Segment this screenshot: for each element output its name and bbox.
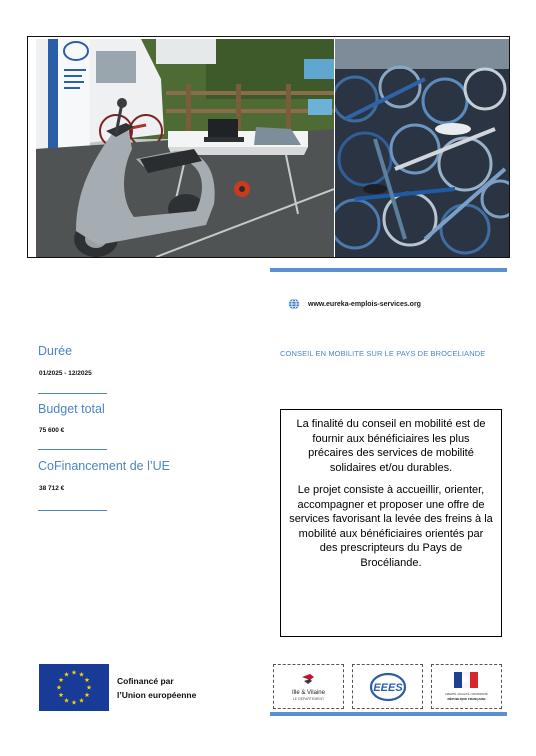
ille-et-vilaine-subtitle: LE DÉPARTEMENT <box>292 696 325 701</box>
ille-et-vilaine-emblem-icon <box>300 673 316 685</box>
budget-value: 75 600 € <box>39 427 65 434</box>
divider <box>38 393 107 394</box>
divider <box>38 510 107 511</box>
eu-cofinanced-caption <box>117 675 196 702</box>
eu-star-icon <box>64 698 69 703</box>
eu-star-icon <box>64 672 69 677</box>
republique-francaise-logo <box>431 664 502 709</box>
republique-motto: LIBERTÉ • ÉGALITÉ • FRATERNITÉ <box>445 693 488 696</box>
eu-star-icon <box>79 698 84 703</box>
divider <box>38 449 107 450</box>
republique-name: RÉPUBLIQUE FRANÇAISE <box>447 697 486 701</box>
eu-cofinancing-label: CoFinancement de l’UE <box>38 459 171 473</box>
eu-star-icon <box>85 692 90 697</box>
eu-caption-line: Cofinancé par <box>117 676 174 686</box>
budget-label: Budget total <box>38 402 105 416</box>
website-link[interactable] <box>288 298 421 310</box>
eu-flag-icon <box>39 664 109 711</box>
duration-value: 01/2025 - 12/2025 <box>39 370 92 377</box>
eu-caption-line: l’Union européenne <box>117 689 197 700</box>
eu-star-icon <box>85 677 90 682</box>
svg-text:EEES: EEES <box>372 681 403 694</box>
eu-star-icon <box>72 700 77 705</box>
project-description <box>280 409 502 637</box>
eu-star-icon <box>79 672 84 677</box>
eu-star-icon <box>72 670 77 675</box>
marianne-flag-icon <box>454 672 478 688</box>
eu-cofinancing-value: 38 712 € <box>39 485 65 492</box>
scooter-stand-photo <box>36 39 334 257</box>
website-url[interactable]: www.eureka-emplois-services.org <box>308 300 421 308</box>
eu-star-icon <box>59 677 64 682</box>
globe-icon <box>288 298 300 310</box>
description-paragraph: Le projet consiste à accueillir, orienter, accompagner et proposer une offre de services favorisant la levée des freins à la mobilité aux bénéficiaires orientés par des prescripteurs du Pays de Brocéliande. <box>289 484 493 569</box>
bicycles-photo <box>335 39 509 257</box>
hero-photos <box>27 36 510 258</box>
eu-star-icon <box>87 685 92 690</box>
description-paragraph: La finalité du conseil en mobilité est de fournir aux bénéficiaires les plus précaires des services de mobilité solidaires et/ou durables. <box>296 418 486 474</box>
duration-label: Durée <box>38 344 73 358</box>
bottom-accent-rule <box>270 712 507 716</box>
eees-logo <box>352 664 423 709</box>
ille-et-vilaine-logo <box>273 664 344 709</box>
top-accent-rule <box>270 268 507 272</box>
eu-star-icon <box>59 692 64 697</box>
project-title: CONSEIL EN MOBILITE SUR LE PAYS DE BROCELIANDE <box>280 349 486 358</box>
ille-et-vilaine-name: Ille & Vilaine <box>292 689 325 696</box>
eees-emblem-icon <box>368 671 408 703</box>
eu-star-icon <box>57 685 62 690</box>
